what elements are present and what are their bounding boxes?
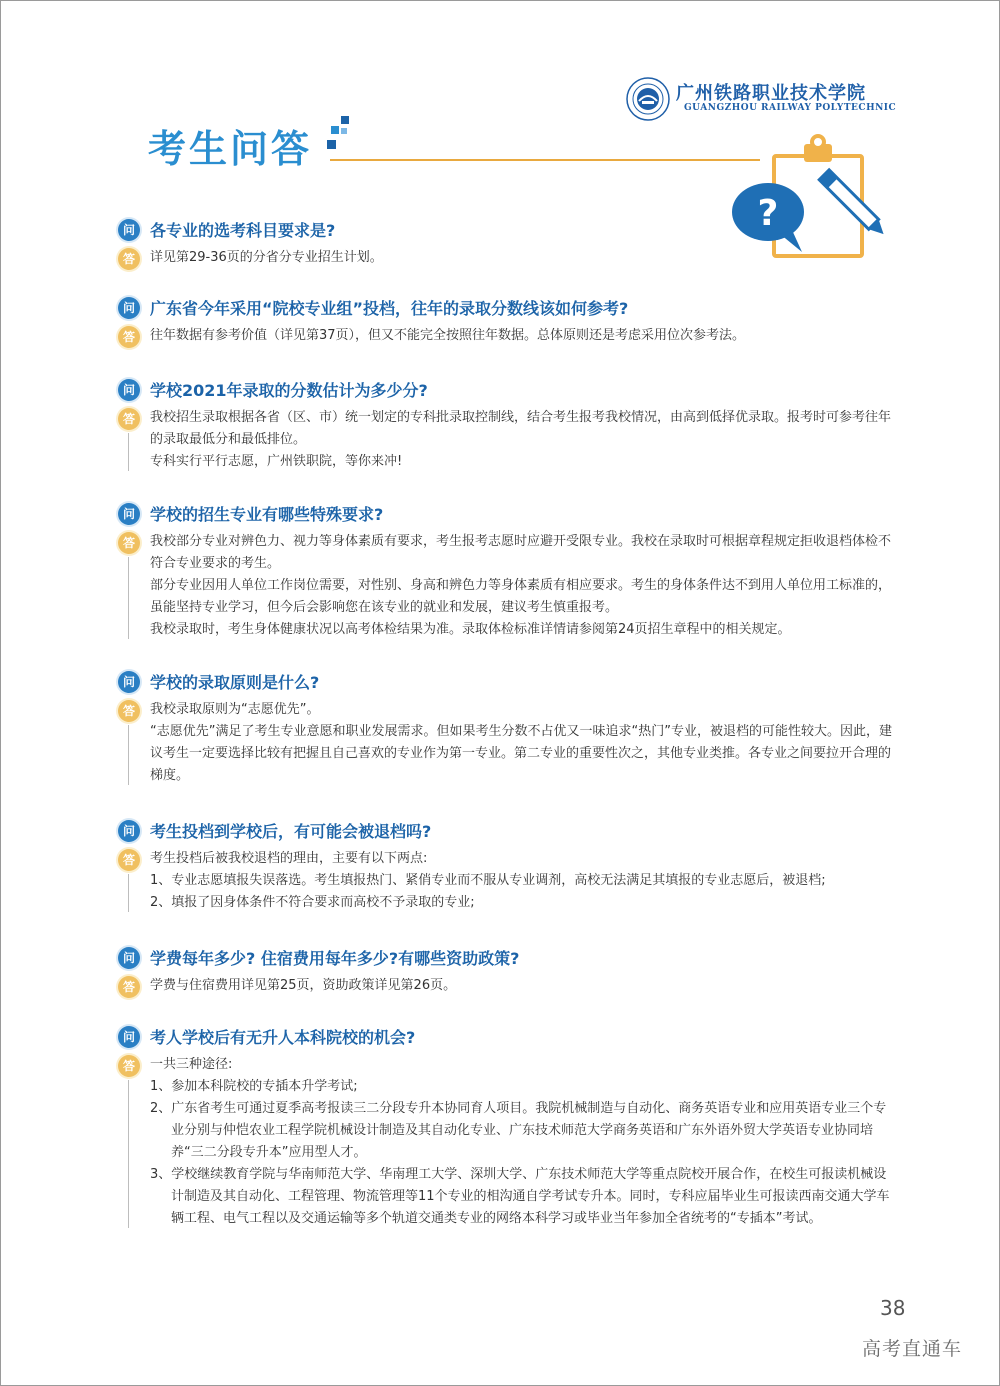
answer-block — [118, 531, 898, 641]
question-row — [118, 217, 898, 241]
question-row — [118, 501, 898, 525]
page-number: 38 — [880, 1296, 906, 1320]
qa-item — [118, 501, 898, 641]
question-row — [118, 295, 898, 319]
answer-badge-icon: 答 — [118, 700, 140, 722]
answer-text: “志愿优先”满足了考生专业意愿和职业发展需求。但如果考生分数不占优又一味追求“热门”专业，被退档的可能性较大。因此，建议考生一定要选择比较有把握且自己喜欢的专业作为第一专业。第二专业的重要性次之，其他专业类推。各专业之间要拉开合理的梯度。 — [150, 724, 892, 783]
answer-block — [118, 975, 898, 997]
question-badge-icon: 问 — [118, 820, 140, 842]
answer-guide-line — [128, 433, 129, 471]
question-badge-icon: 问 — [118, 1026, 140, 1048]
qa-item — [118, 217, 898, 269]
answer-badge-icon: 答 — [118, 532, 140, 554]
answer-text: 考生投档后被我校退档的理由，主要有以下两点: — [150, 851, 428, 866]
answer-guide-line — [128, 1080, 129, 1228]
answer-text: 往年数据有参考价值（详见第37页），但又不能完全按照往年数据。总体原则还是考虑采用位次参考法。 — [150, 328, 746, 343]
answer-block — [118, 247, 898, 269]
answer-block — [118, 407, 898, 473]
answer-text: 2、填报了因身体条件不符合要求而高校不予录取的专业; — [150, 895, 475, 910]
qa-item — [118, 1024, 898, 1230]
answer-badge-icon: 答 — [118, 849, 140, 871]
answer-guide-line — [128, 557, 129, 639]
qa-item — [118, 669, 898, 787]
question-row — [118, 377, 898, 401]
answer-text: 我校部分专业对辨色力、视力等身体素质有要求，考生报考志愿时应避开受限专业。我校在录取时可根据章程规定拒收退档体检不符合专业要求的考生。 — [150, 534, 892, 571]
answer-block — [118, 699, 898, 787]
question-text: 广东省今年采用“院校专业组”投档，往年的录取分数线该如何参考? — [150, 299, 629, 318]
question-text: 考生投档到学校后，有可能会被退档吗? — [150, 822, 432, 841]
question-text: 学校的录取原则是什么? — [150, 673, 320, 692]
question-badge-icon: 问 — [118, 219, 140, 241]
qa-item — [118, 945, 898, 997]
answer-text: 详见第29-36页的分省分专业招生计划。 — [150, 250, 383, 265]
answer-text: 部分专业因用人单位工作岗位需要，对性别、身高和辨色力等身体素质有相应要求。考生的身体条件达不到用人单位用工标准的，虽能坚持专业学习，但今后会影响您在该专业的就业和发展，建议考生慎重报考。 — [150, 578, 892, 615]
answer-text: 我校录取原则为“志愿优先”。 — [150, 702, 320, 717]
school-name-en: GUANGZHOU RAILWAY POLYTECHNIC — [684, 103, 897, 113]
answer-text: 1、专业志愿填报失误落选。考生填报热门、紧俏专业而不服从专业调剂，高校无法满足其填报的专业志愿后，被退档; — [150, 873, 826, 888]
question-text: 学校的招生专业有哪些特殊要求? — [150, 505, 384, 524]
answer-text: 专科实行平行志愿，广州铁职院，等你来冲! — [150, 454, 403, 469]
answer-text: 1、参加本科院校的专插本升学考试; — [150, 1079, 358, 1094]
answer-text: 学费与住宿费用详见第25页，资助政策详见第26页。 — [150, 978, 457, 993]
question-text: 考人学校后有无升人本科院校的机会? — [150, 1028, 416, 1047]
answer-badge-icon: 答 — [118, 248, 140, 270]
page-title: 考生问答 — [148, 127, 313, 171]
answer-block — [118, 325, 898, 347]
answer-guide-line — [128, 725, 129, 785]
question-badge-icon: 问 — [118, 671, 140, 693]
question-badge-icon: 问 — [118, 297, 140, 319]
question-text: 学校2021年录取的分数估计为多少分? — [150, 381, 428, 400]
watermark-text: 高考直通车 — [862, 1338, 963, 1360]
answer-badge-icon: 答 — [118, 408, 140, 430]
qa-item — [118, 818, 898, 914]
svg-text:?: ? — [757, 193, 779, 234]
question-row — [118, 669, 898, 693]
school-name-cn: 广州铁路职业技术学院 — [676, 83, 866, 104]
answer-badge-icon: 答 — [118, 1055, 140, 1077]
answer-text: 2、广东省考生可通过夏季高考报读三二分段专升本协同育人项目。我院机械制造与自动化、商务英语专业和应用英语专业三个专业分别与仲恺农业工程学院机械设计制造及其自动化专业、广东技术师范大学商务英语和广东外语外贸大学英语专业协同培养“三二分段专升本”应用型人才。 — [150, 1101, 887, 1160]
answer-block — [118, 1054, 898, 1230]
question-row — [118, 1024, 898, 1048]
title-underline — [330, 159, 760, 161]
qa-item — [118, 377, 898, 473]
question-row — [118, 818, 898, 842]
question-text: 学费每年多少? 住宿费用每年多少?有哪些资助政策? — [150, 949, 520, 968]
answer-badge-icon: 答 — [118, 976, 140, 998]
school-emblem-icon — [626, 77, 670, 121]
title-squares-icon — [325, 116, 353, 156]
question-badge-icon: 问 — [118, 503, 140, 525]
answer-text: 我校招生录取根据各省（区、市）统一划定的专科批录取控制线，结合考生报考我校情况，由高到低择优录取。报考时可参考往年的录取最低分和最低排位。 — [150, 410, 892, 447]
question-badge-icon: 问 — [118, 379, 140, 401]
answer-text: 一共三种途径: — [150, 1057, 233, 1072]
answer-block — [118, 848, 898, 914]
answer-text: 我校录取时，考生身体健康状况以高考体检结果为准。录取体检标准详情请参阅第24页招生章程中的相关规定。 — [150, 622, 791, 637]
answer-guide-line — [128, 874, 129, 912]
answer-text: 3、学校继续教育学院与华南师范大学、华南理工大学、深圳大学、广东技术师范大学等重点院校开展合作，在校生可报读机械设计制造及其自动化、工程管理、物流管理等11个专业的相沟通自学考试专升本。同时，专科应届毕业生可报读西南交通大学车辆工程、电气工程以及交通运输等多个轨道交通类专业的网络本科学习或毕业当年参加全省统考的“专插本”考试。 — [150, 1167, 890, 1226]
question-text: 各专业的选考科目要求是? — [150, 221, 336, 240]
question-row — [118, 945, 898, 969]
qa-item — [118, 295, 898, 347]
question-badge-icon: 问 — [118, 947, 140, 969]
answer-badge-icon: 答 — [118, 326, 140, 348]
